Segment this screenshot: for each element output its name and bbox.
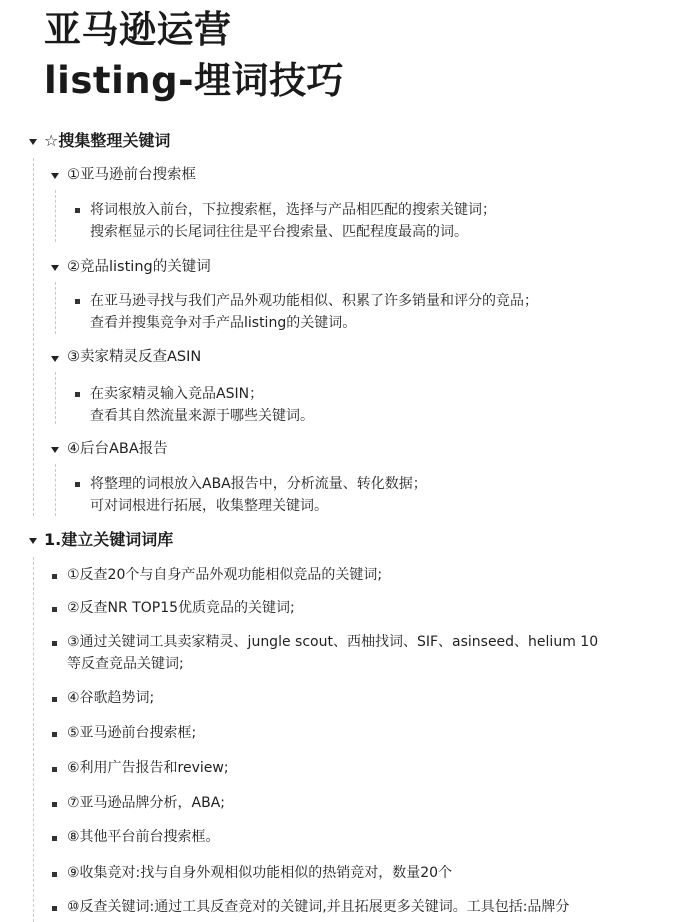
section-2-heading: 1.建立关键词词库 <box>44 530 174 549</box>
text-line: ②反查NR TOP15优质竞品的关键词; <box>67 600 295 616</box>
bullet-icon <box>52 697 57 702</box>
list-item <box>67 722 196 744</box>
section-1-guide-line <box>33 158 34 516</box>
bullet-icon <box>52 641 57 646</box>
list-item <box>67 687 154 709</box>
text-line: ⑥利用广告报告和review; <box>67 760 229 776</box>
text-line: ④谷歌趋势词; <box>67 690 155 706</box>
section-1-heading: ☆搜集整理关键词 <box>44 131 171 150</box>
text-line: 等反查竞品关键词; <box>67 656 184 672</box>
text-line: 在亚马逊寻找与我们产品外观功能相似、积累了许多销量和评分的竞品； <box>90 293 538 309</box>
list-item <box>67 564 382 586</box>
subsection-1-guide-line <box>55 190 56 242</box>
section-2-collapse-caret-icon[interactable] <box>29 538 37 544</box>
list-item <box>67 597 295 619</box>
bullet-icon <box>52 836 57 841</box>
bullet-icon <box>52 906 57 911</box>
subsection-3-heading: ③卖家精灵反查ASIN <box>67 349 202 365</box>
subsection-1-heading: ①亚马逊前台搜索框 <box>67 167 196 183</box>
bullet-icon <box>52 607 57 612</box>
text-line: 查看并搜集竞争对手产品listing的关键词。 <box>90 315 357 331</box>
subsection-1-text <box>90 199 496 243</box>
text-line: 查看其自然流量来源于哪些关键词。 <box>90 408 314 424</box>
list-item <box>67 792 225 814</box>
section-2-guide-line <box>33 557 34 922</box>
text-line: 将整理的词根放入ABA报告中，分析流量、转化数据； <box>90 476 427 492</box>
subsection-2-guide-line <box>55 282 56 334</box>
text-line: 可对词根进行拓展，收集整理关键词。 <box>90 498 328 514</box>
bullet-icon <box>52 732 57 737</box>
text-line: 将词根放入前台，下拉搜索框，选择与产品相匹配的搜索关键词； <box>90 202 496 218</box>
subsection-2-collapse-caret-icon[interactable] <box>51 265 59 271</box>
bullet-icon <box>52 574 57 579</box>
subsection-3-guide-line <box>55 372 56 424</box>
subsection-3-collapse-caret-icon[interactable] <box>51 356 59 362</box>
bullet-icon <box>52 767 57 772</box>
page-title <box>44 4 344 106</box>
bullet-icon <box>75 482 80 487</box>
subsection-4-guide-line <box>55 464 56 516</box>
bullet-icon <box>52 802 57 807</box>
text-line: ⑤亚马逊前台搜索框; <box>67 725 197 741</box>
list-item <box>67 826 220 848</box>
subsection-3-text <box>90 383 314 427</box>
list-item <box>67 757 229 779</box>
list-item <box>67 862 452 884</box>
subsection-4-collapse-caret-icon[interactable] <box>51 447 59 453</box>
subsection-1-collapse-caret-icon[interactable] <box>51 173 59 179</box>
bullet-icon <box>75 299 80 304</box>
text-line: ③通过关键词工具卖家精灵、jungle scout、西柚找词、SIF、asinseed、helium 10 <box>67 634 599 650</box>
text-line: ①反查20个与自身产品外观功能相似竞品的关键词; <box>67 567 383 583</box>
subsection-2-text <box>90 290 538 334</box>
bullet-icon <box>52 872 57 877</box>
bullet-icon <box>75 208 80 213</box>
text-line: 搜索框显示的长尾词往往是平台搜索量、匹配程度最高的词。 <box>90 224 468 240</box>
page-title-line-1: 亚马逊运营 <box>44 8 232 51</box>
text-line: ⑩反查关键词:通过工具反查竞对的关键词,并且拓展更多关键词。工具包括:品牌分 <box>67 899 570 915</box>
text-line: 在卖家精灵输入竞品ASIN； <box>90 386 264 402</box>
page-title-line-2: listing-埋词技巧 <box>44 59 344 102</box>
subsection-4-text <box>90 473 427 517</box>
bullet-icon <box>75 392 80 397</box>
list-item <box>67 631 598 675</box>
section-1-collapse-caret-icon[interactable] <box>29 139 37 145</box>
subsection-4-heading: ④后台ABA报告 <box>67 441 168 457</box>
subsection-2-heading: ②竞品listing的关键词 <box>67 259 211 275</box>
text-line: ⑦亚马逊品牌分析，ABA; <box>67 795 226 811</box>
text-line: ⑨收集竞对:找与自身外观相似功能相似的热销竞对，数量20个 <box>67 865 453 881</box>
list-item <box>67 896 569 918</box>
text-line: ⑧其他平台前台搜索框。 <box>67 829 220 845</box>
